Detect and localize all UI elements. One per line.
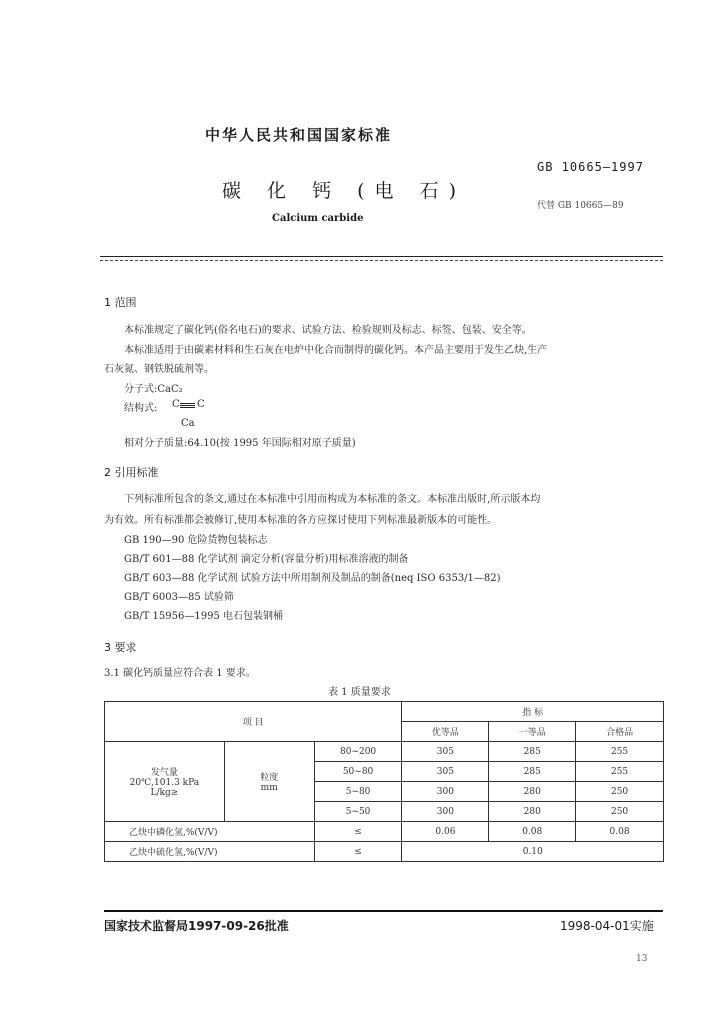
gas-yield-label-line: 发气量: [150, 768, 178, 778]
item-header: 项 目: [105, 702, 402, 742]
footer-rule: [104, 910, 663, 912]
structure-carbon-1: C: [172, 399, 180, 410]
replaces-note: 代替 GB 10665—89: [537, 201, 624, 211]
section-1-p2a: 本标准适用于由碳素材料和生石灰在电炉中化合而制得的碳化钙。本产品主要用于发生乙炔,生产: [124, 345, 548, 356]
table-row: [105, 822, 664, 842]
table-cell: 255: [576, 762, 664, 782]
table-caption: 表 1 质量要求: [328, 687, 391, 698]
section-1-p2b: 石灰氮、钢铁脱硫剂等。: [104, 364, 214, 375]
molecular-formula: 分子式:CaC₂: [124, 384, 183, 395]
structure-carbon-2: C: [197, 399, 205, 410]
table-cell: 0.08: [489, 822, 576, 842]
table-cell: 285: [489, 742, 576, 762]
gas-yield-label-line: L/kg≥: [150, 788, 179, 798]
table-cell: 285: [489, 762, 576, 782]
structure-label: 结构式:: [124, 403, 158, 414]
size-range: 5~80: [314, 782, 402, 802]
table-cell: 280: [489, 802, 576, 822]
index-header: 指 标: [402, 702, 664, 722]
table-cell: 300: [402, 802, 489, 822]
section-1-p1: 本标准规定了碳化钙(俗名电石)的要求、试验方法、检验规则及标志、标签、包装、安全等。: [124, 325, 532, 336]
relative-molecular-mass: 相对分子质量:64.10(按 1995 年国际相对原子质量): [124, 438, 356, 449]
particle-size-label-line: 粒度: [260, 773, 279, 783]
particle-size-label: [224, 742, 314, 822]
table-cell: 300: [402, 782, 489, 802]
table-cell: 250: [576, 782, 664, 802]
table-cell: 305: [402, 742, 489, 762]
particle-size-label-line: mm: [260, 783, 278, 793]
approval-line: 国家技术监督局1997-09-26批准: [104, 919, 289, 933]
grade-header: 一等品: [489, 722, 576, 742]
table-row: [105, 842, 664, 862]
grade-header: 优等品: [402, 722, 489, 742]
hydrogen-sulfide-label: 乙炔中硫化氢,%(V/V): [105, 842, 315, 862]
implementation-date: 1998-04-01实施: [560, 919, 654, 933]
size-range: 80~200: [314, 742, 402, 762]
table-cell: 0.08: [576, 822, 664, 842]
table-row: [105, 742, 664, 762]
size-range: 50~80: [314, 762, 402, 782]
hydrogen-sulfide-limit-sign: ≤: [314, 842, 402, 862]
gb-code: GB 10665—1997: [537, 160, 644, 174]
table-cell: 0.10: [402, 842, 664, 862]
triple-bond-line: [180, 403, 195, 404]
table-cell: 250: [576, 802, 664, 822]
table-cell: 0.06: [402, 822, 489, 842]
phosphine-label: 乙炔中磷化氢,%(V/V): [105, 822, 315, 842]
table-cell: 280: [489, 782, 576, 802]
reference-item: GB 190—90 危险货物包装标志: [124, 535, 268, 546]
reference-item: GB/T 601—88 化学试剂 滴定分析(容量分析)用标准溶液的制备: [124, 554, 409, 565]
gas-yield-label: [105, 742, 225, 822]
triple-bond-line: [180, 405, 195, 406]
section-2-p1a: 下列标准所包含的条文,通过在本标准中引用而构成为本标准的条文。本标准出版时,所示版本均: [124, 494, 541, 505]
triple-bond-line: [180, 407, 195, 408]
header-rule-bottom: [100, 260, 663, 261]
standard-title: 中华人民共和国国家标准: [205, 126, 393, 144]
table-cell: 255: [576, 742, 664, 762]
gas-yield-label-line: 20℃,101.3 kPa: [129, 778, 200, 788]
table-header-row: [105, 702, 664, 722]
section-3-1-text: 3.1 碳化钙质量应符合表 1 要求。: [104, 668, 256, 679]
main-title: 碳 化 钙 (电 石): [222, 180, 466, 202]
structure-calcium: Ca: [181, 418, 195, 429]
reference-item: GB/T 6003—85 试验筛: [124, 592, 234, 603]
size-range: 5~50: [314, 802, 402, 822]
phosphine-limit-sign: ≤: [314, 822, 402, 842]
section-3-heading: 3 要求: [104, 641, 137, 654]
section-1-heading: 1 范围: [104, 296, 137, 309]
quality-requirements-table: [104, 701, 664, 862]
grade-header: 合格品: [576, 722, 664, 742]
reference-item: GB/T 15956—1995 电石包装钢桶: [124, 611, 283, 622]
header-rule-top: [100, 256, 663, 257]
section-2-p1b: 为有效。所有标准都会被修订,使用本标准的各方应探讨使用下列标准最新版本的可能性。: [104, 515, 498, 526]
table-cell: 305: [402, 762, 489, 782]
section-2-heading: 2 引用标准: [104, 466, 159, 479]
reference-item: GB/T 603—88 化学试剂 试验方法中所用制剂及制品的制备(neq ISO 6353/1—82): [124, 573, 501, 584]
page-number: 13: [636, 954, 648, 964]
english-title: Calcium carbide: [272, 213, 364, 224]
